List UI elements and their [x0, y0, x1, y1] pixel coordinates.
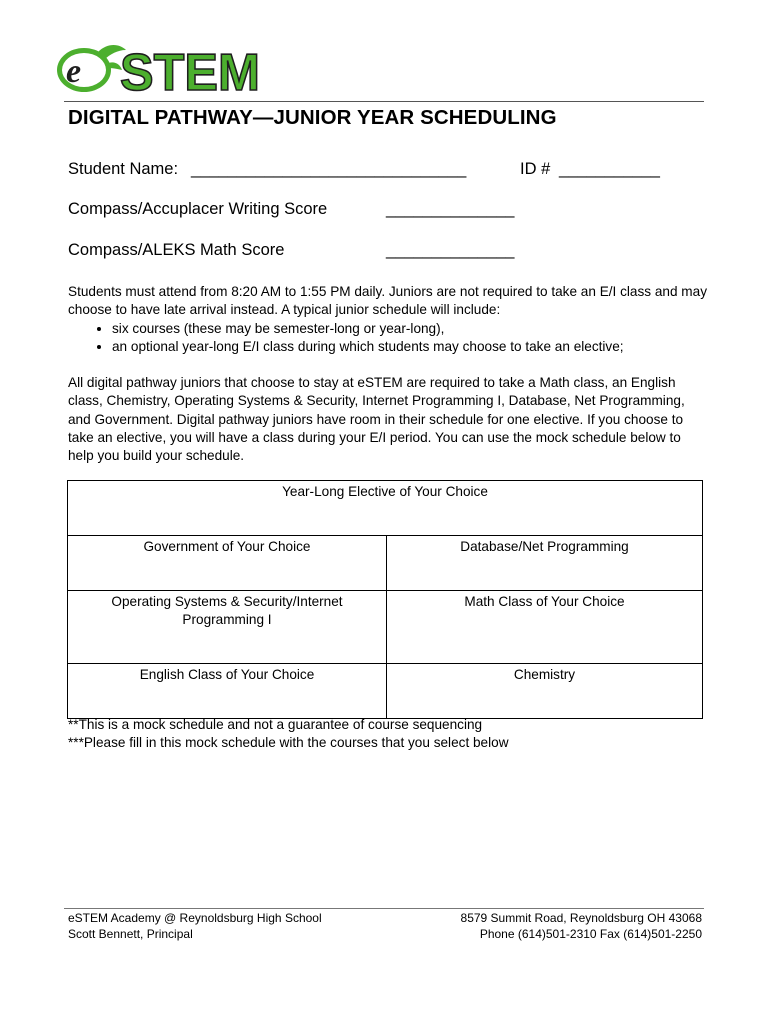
svg-text:e: e [66, 53, 82, 90]
schedule-cell: Chemistry [387, 664, 703, 719]
intro-text: Students must attend from 8:20 AM to 1:55 PM daily. Juniors are not required to take an E/I class and may choose to have late arrival instead. A typical junior schedule will include: [68, 284, 707, 318]
schedule-cell: Government of Your Choice [68, 536, 387, 591]
footer-address: 8579 Summit Road, Reynoldsburg OH 43068 [460, 911, 702, 925]
math-score-label: Compass/ALEKS Math Score [68, 241, 285, 259]
table-row [68, 591, 703, 664]
schedule-cell: Math Class of Your Choice [387, 591, 703, 664]
footer-school-name: eSTEM Academy @ Reynoldsburg High School [68, 911, 322, 925]
table-row [68, 536, 703, 591]
footer-principal: Scott Bennett, Principal [68, 926, 193, 941]
table-row [68, 664, 703, 719]
student-name-label: Student Name: [68, 160, 179, 178]
schedule-cell: Operating Systems & Security/Internet Programming I [68, 591, 387, 664]
svg-text:STEM: STEM [120, 44, 260, 96]
writing-score-field[interactable]: ______________ [386, 200, 515, 218]
mock-schedule-table [67, 480, 703, 719]
elective-cell: Year-Long Elective of Your Choice [68, 481, 703, 536]
math-score-field[interactable]: ______________ [386, 241, 515, 259]
note-line: ***Please fill in this mock schedule with the courses that you select below [68, 735, 509, 751]
intro-bullet: • six courses (these may be semester-long or year-long), [112, 320, 708, 338]
schedule-cell: English Class of Your Choice [68, 664, 387, 719]
note-line: **This is a mock schedule and not a guarantee of course sequencing [68, 717, 483, 732]
footer-school [68, 911, 322, 942]
footer-rule [64, 908, 704, 909]
page-title: DIGITAL PATHWAY—JUNIOR YEAR SCHEDULING [68, 106, 557, 129]
schedule-cell: Database/Net Programming [387, 536, 703, 591]
footer-phone-fax: Phone (614)501-2310 Fax (614)501-2250 [479, 926, 702, 941]
id-label: ID # [520, 160, 551, 178]
intro-section [68, 283, 708, 356]
id-field[interactable]: ___________ [559, 160, 660, 178]
header-rule [64, 101, 704, 102]
intro-bullet-list [68, 320, 708, 357]
footer-contact [461, 911, 702, 942]
estem-logo [56, 38, 268, 96]
writing-score-label: Compass/Accuplacer Writing Score [68, 200, 328, 218]
requirements-paragraph: All digital pathway juniors that choose to stay at eSTEM are required to take a Math class, an English class, Chemistry, Operating Systems & Security, Internet Programming I, Database, Net Programming, and Government. Digital pathway juniors have room in their schedule for one elective. If you choose to take an elective, you will have a class during your E/I period. You can use the mock schedule below to help you build your schedule. [68, 375, 685, 464]
student-name-field[interactable]: ______________________________ [191, 160, 467, 178]
intro-bullet: • an optional year-long E/I class during which students may choose to take an elective; [112, 338, 708, 356]
table-row [68, 481, 703, 536]
schedule-notes [68, 716, 509, 753]
